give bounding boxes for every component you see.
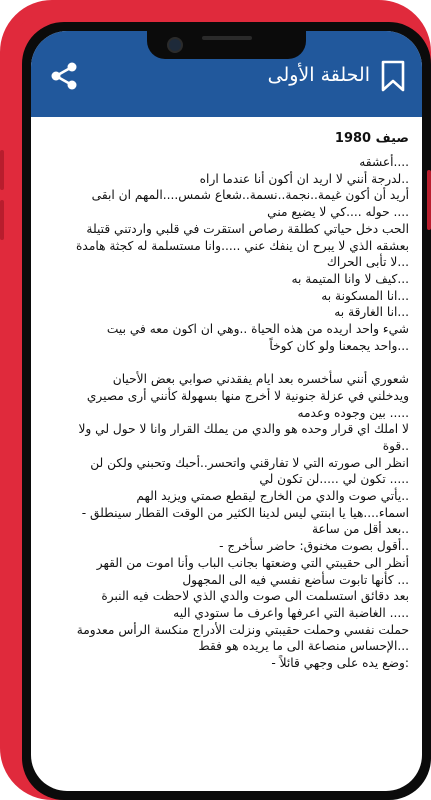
text-line: :وضع يده على وجهي قائلاً - bbox=[271, 656, 409, 671]
text-line: .... حوله ....كي لا يضيع مني bbox=[267, 205, 409, 220]
volume-button bbox=[0, 150, 4, 190]
text-line: أنظر الى حقيبتي التي وضعتها بجانب الباب وأنا اموت من القهر bbox=[96, 555, 409, 570]
text-line: الحب دخل حياتي كطلقة رصاص استقرت في قلبي واردتني قتيلة bbox=[86, 221, 409, 236]
share-icon[interactable] bbox=[49, 61, 79, 91]
text-line: ..قوة bbox=[382, 438, 409, 453]
text-line: شعوري أنني سأخسره بعد ايام يفقدني صوابي بعض الأحيان bbox=[112, 372, 409, 387]
text-line: ..أقول بصوت مخنوق: حاضر سأخرج - bbox=[219, 539, 409, 554]
camera-icon bbox=[167, 37, 183, 53]
text-line: أريد أن أكون غيمة..نجمة..نسمة..شعاع شمس....المهم ان ابقى bbox=[91, 188, 409, 203]
power-button bbox=[427, 170, 431, 230]
text-line: ...انا المسكونة به bbox=[321, 288, 409, 303]
text-line: ..... الغاضبة التي اعرفها واعرف ما ستودي اليه bbox=[173, 605, 409, 620]
phone-notch bbox=[147, 31, 306, 59]
text-line: انظر الى صورته التي لا تفارقني واتحسر..أحبك وتحبني ولكن لن bbox=[90, 455, 409, 470]
text-line: ...لا تأبى الحراك bbox=[326, 255, 409, 270]
text-line: ...الإحساس منصاعة الى ما يريده هو فقط bbox=[198, 639, 409, 654]
volume-button bbox=[0, 200, 4, 240]
text-line: بعد دقائق استسلمت الى صوت والدي الذي لاحظت فيه النبرة bbox=[101, 589, 409, 604]
story-heading: صيف 1980 bbox=[334, 131, 409, 146]
text-line: ..... بين وجوده وعدمه bbox=[297, 405, 409, 420]
story-text bbox=[45, 131, 409, 672]
text-line: ويدخلني في عزلة جنونية لا أخرج منها بسهولة كأنني أرى مصيري bbox=[86, 388, 409, 403]
app-screen bbox=[31, 31, 422, 791]
text-line: ...انا الغارقة به bbox=[334, 305, 409, 320]
text-line: ..لدرجة أنني لا اريد ان أكون أنا عندما اراه bbox=[199, 171, 409, 186]
text-line: بعشقه الذي لا يبرح ان ينفك عني .....وانا مستسلمة له كجثة هامدة bbox=[76, 238, 409, 253]
text-line: حملت نفسي وحملت حقيبتي ونزلت الأدراج منكسة الرأس معدومة bbox=[76, 622, 409, 637]
text-line: شيء واحد اريده من هذه الحياة ..وهي ان اكون معه في بيت bbox=[106, 322, 409, 337]
text-line: ....أعشقه bbox=[359, 155, 409, 169]
text-line: ...واحد يجمعنا ولو كان كوخاً bbox=[269, 338, 409, 353]
speaker-grill bbox=[202, 36, 252, 40]
text-line: ..بعد أقل من ساعة bbox=[311, 522, 409, 537]
text-line: لا املك اي قرار وحده هو والدي من يملك القرار وانا لا حول لي ولا bbox=[78, 422, 409, 437]
text-line: اسماء....هيا يا ابنتي ليس لدينا الكثير من الوقت القطار سينطلق - bbox=[81, 505, 409, 520]
bookmark-icon[interactable] bbox=[380, 60, 406, 92]
text-line: ..... تكون لي .....لن تكون لي bbox=[259, 472, 409, 487]
screen-bezel bbox=[22, 22, 431, 800]
text-line bbox=[45, 354, 409, 371]
text-line: ... كأنها تابوت سأضع نفسي فيه الى المجهول bbox=[182, 572, 409, 587]
page-title: الحلقة الأولى bbox=[267, 64, 370, 86]
text-line: ...كيف لا وانا المتيمة به bbox=[291, 271, 409, 286]
text-line: ..يأتي صوت والدي من الخارج ليقطع صمتي ويزيد الهم bbox=[136, 489, 409, 504]
